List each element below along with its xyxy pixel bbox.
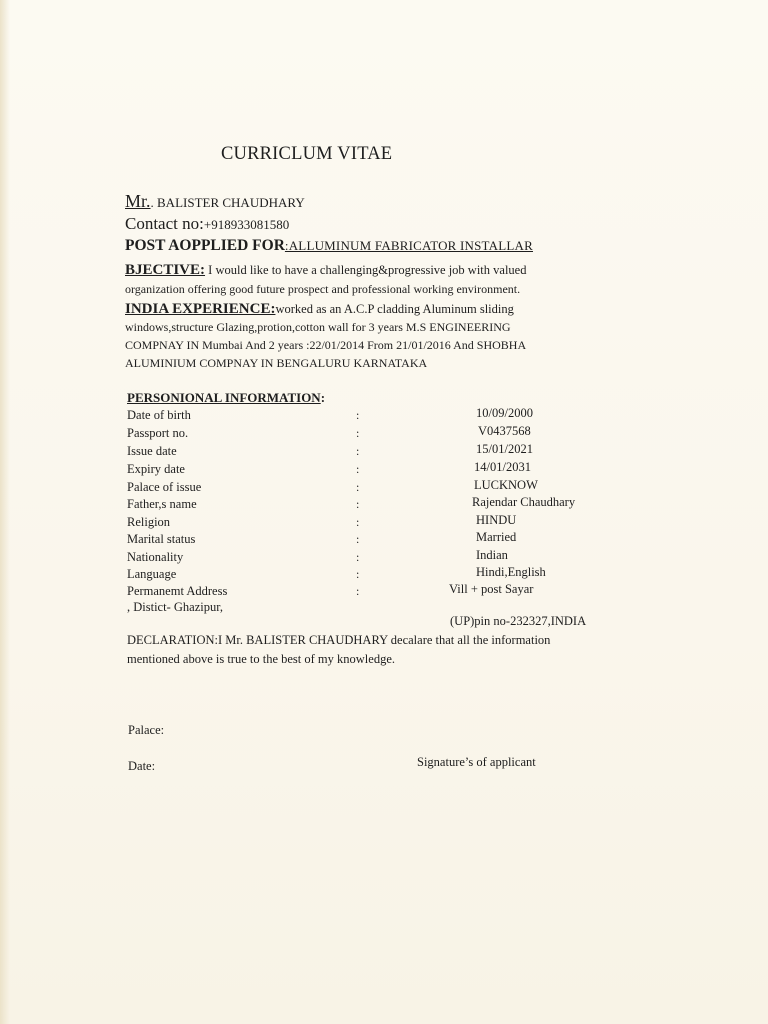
contact-value: +918933081580 [203,217,290,232]
row-colon: : [356,584,360,598]
row-label: Nationality [127,550,184,564]
name-value: . BALISTER CHAUDHARY [150,195,305,210]
experience-line-2: windows,structure Glazing,protion,cotton wall for 3 years M.S ENGINEERING [125,320,511,334]
row-label: Language [127,567,177,581]
address-district: , Distict- Ghazipur, [127,600,224,614]
row-colon: : [356,550,360,564]
declaration-line-2: mentioned above is true to the best of my knowledge. [127,652,395,666]
row-value: V0437568 [478,424,531,438]
row-label: Religion [127,515,171,529]
row-label: Expiry date [127,462,185,476]
name-label: Mr. [125,191,151,211]
experience-line-3: COMPNAY IN Mumbai And 2 years :22/01/2014 From 21/01/2016 And SHOBHA [125,338,527,352]
experience-text-1: worked as an A.C.P cladding Aluminum sliding [275,302,514,316]
declaration-line-1: DECLARATION:I Mr. BALISTER CHAUDHARY decalare that all the information [127,633,551,647]
row-value: Vill + post Sayar [449,582,534,596]
row-value: Indian [476,548,508,562]
row-colon: : [356,408,360,422]
post-applied-line [125,237,533,255]
row-colon: : [356,426,360,440]
row-colon: : [356,532,360,546]
date-label: Date: [128,759,156,773]
objective-label: BJECTIVE: [125,262,206,278]
personal-info-heading-colon: : [320,390,326,405]
row-value: 10/09/2000 [476,406,533,420]
contact-line [125,214,289,234]
row-label: Marital status [127,532,196,546]
experience-label: INDIA EXPERIENCE: [125,301,276,317]
row-colon: : [356,515,360,529]
name-line [125,191,305,212]
post-applied-label: POST AOPPLIED FOR [125,237,285,254]
experience-line-4: ALUMINIUM COMPNAY IN BENGALURU KARNATAKA [125,356,428,370]
row-colon: : [356,497,360,511]
address-pin: (UP)pin no-232327,INDIA [450,614,587,628]
row-value: 14/01/2031 [474,460,531,474]
objective-line-2: organization offering good future prospect and professional working environment. [125,282,521,296]
experience-line-1 [125,301,514,318]
row-label: Palace of issue [127,480,202,494]
place-label: Palace: [128,723,165,737]
row-value: Hindi,English [476,565,546,579]
row-label: Issue date [127,444,177,458]
document-title: CURRICLUM VITAE [221,144,393,164]
row-label: Father,s name [127,497,197,511]
row-colon: : [356,462,360,476]
paper-edge-shadow [0,0,10,1024]
row-colon: : [356,567,360,581]
row-label: Date of birth [127,408,191,422]
row-value: 15/01/2021 [476,442,533,456]
objective-text-1: I would like to have a challenging&progressive job with valued [205,263,527,277]
personal-info-heading-text: PERSONIONAL INFORMATION [127,390,321,405]
post-applied-value: :ALLUMINUM FABRICATOR INSTALLAR [284,238,533,253]
row-colon: : [356,444,360,458]
row-value: HINDU [476,513,517,527]
row-label: Passport no. [127,426,189,440]
contact-label: Contact no: [125,214,204,233]
personal-info-heading [127,390,325,406]
signature-label: Signature’s of applicant [417,755,536,769]
row-value: Rajendar Chaudhary [472,495,576,509]
objective-line-1 [125,262,526,279]
row-label: Permanemt Address [127,584,228,598]
row-value: LUCKNOW [474,478,538,492]
row-value: Married [476,530,517,544]
row-colon: : [356,480,360,494]
